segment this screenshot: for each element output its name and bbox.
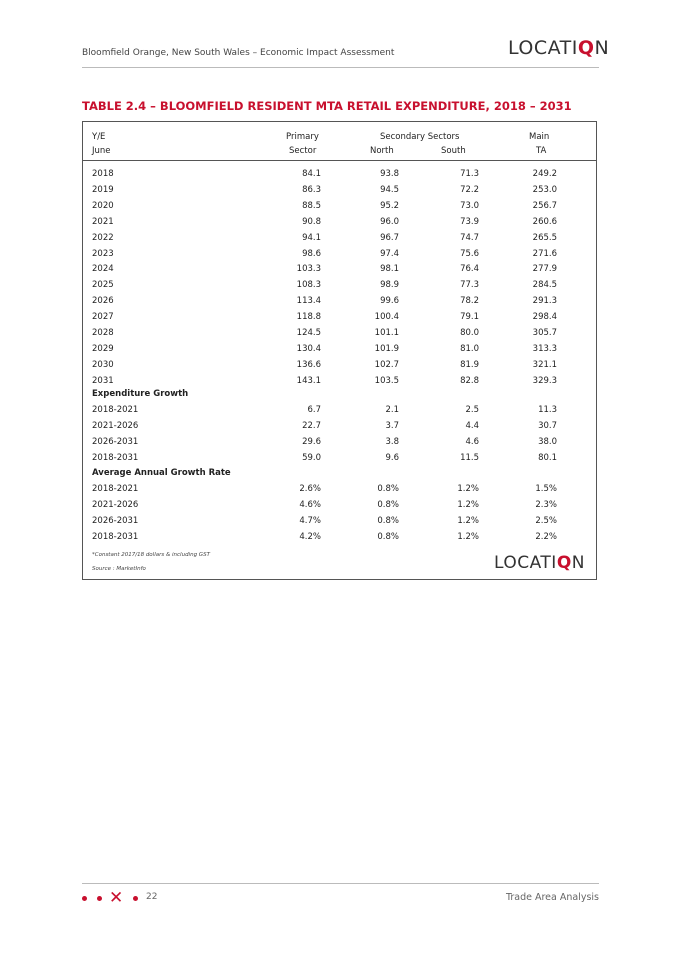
row-label: 2021: [92, 216, 114, 227]
row-label: 2022: [92, 232, 114, 243]
north-value: 102.7: [374, 359, 399, 370]
row-label: 2018: [92, 169, 114, 179]
south-value: 82.8: [460, 375, 479, 386]
table-row: [83, 312, 596, 328]
north-value: 3.8: [385, 436, 399, 447]
table-row: [83, 185, 596, 201]
south-value: 75.6: [460, 248, 479, 259]
south-value: 1.2%: [457, 531, 479, 542]
row-label: 2030: [92, 359, 114, 370]
footer-divider: [82, 883, 599, 884]
primary-sector-value: 130.4: [296, 343, 321, 354]
main-ta-value: 80.1: [538, 452, 557, 463]
south-value: 11.5: [460, 452, 479, 463]
header-south: South: [441, 146, 466, 156]
south-value: 77.3: [460, 280, 479, 291]
table-row: [83, 437, 596, 453]
primary-sector-value: 124.5: [296, 328, 321, 338]
table-row: [83, 296, 596, 312]
south-value: 73.0: [460, 200, 479, 211]
south-value: 72.2: [460, 184, 479, 195]
north-value: 99.6: [380, 296, 399, 307]
location-iq-logo: LOCATIQN: [508, 37, 610, 59]
south-value: 1.2%: [457, 515, 479, 526]
row-label: 2027: [92, 312, 114, 323]
primary-sector-value: 4.2%: [299, 531, 321, 542]
footer-dot-icon: [82, 896, 87, 901]
primary-sector-value: 4.7%: [299, 515, 321, 526]
row-label: 2026: [92, 296, 114, 307]
north-value: 97.4: [380, 248, 399, 259]
primary-sector-value: 2.6%: [299, 484, 321, 494]
main-ta-value: 2.2%: [535, 531, 557, 542]
table-row: [83, 532, 596, 548]
table-row: [83, 217, 596, 233]
primary-sector-value: 94.1: [302, 232, 321, 243]
table-row: [83, 280, 596, 296]
main-ta-value: 38.0: [538, 436, 557, 447]
table-row: [83, 201, 596, 217]
row-label: 2018-2021: [92, 484, 139, 494]
row-label: 2025: [92, 280, 114, 291]
row-label: 2024: [92, 264, 114, 275]
main-ta-value: 253.0: [532, 184, 557, 195]
main-ta-value: 298.4: [532, 312, 557, 323]
south-value: 79.1: [460, 312, 479, 323]
footer-section-title: Trade Area Analysis: [505, 892, 599, 903]
main-ta-value: 11.3: [538, 405, 557, 415]
primary-sector-value: 84.1: [302, 169, 321, 179]
north-value: 100.4: [374, 312, 399, 323]
north-value: 98.1: [380, 264, 399, 275]
main-ta-value: 305.7: [532, 328, 557, 338]
north-value: 9.6: [385, 452, 399, 463]
row-label: 2021-2026: [92, 420, 139, 431]
main-ta-value: 321.1: [532, 359, 557, 370]
south-value: 2.5: [465, 405, 479, 415]
header-secondary-sectors: Secondary Sectors: [380, 132, 460, 142]
primary-sector-value: 59.0: [302, 452, 321, 463]
table-row: [83, 249, 596, 265]
table-row: [83, 233, 596, 249]
main-ta-value: 291.3: [532, 296, 557, 307]
row-label: 2026-2031: [92, 436, 139, 447]
row-label: 2020: [92, 200, 114, 211]
south-value: 1.2%: [457, 499, 479, 510]
row-label: 2026-2031: [92, 515, 139, 526]
table-row: [83, 421, 596, 437]
main-ta-value: 284.5: [532, 280, 557, 291]
table-row: [83, 328, 596, 344]
expenditure-growth-label: Expenditure Growth: [92, 389, 189, 399]
primary-sector-value: 4.6%: [299, 499, 321, 510]
south-value: 4.4: [465, 420, 479, 431]
north-value: 101.9: [374, 343, 399, 354]
primary-sector-value: 22.7: [302, 420, 321, 431]
location-iq-logo-table: LOCATIQN: [494, 553, 585, 573]
main-ta-value: 277.9: [532, 264, 557, 275]
header-north: North: [370, 146, 394, 156]
north-value: 0.8%: [377, 515, 399, 526]
row-label: 2023: [92, 248, 114, 259]
main-ta-value: 260.6: [532, 216, 557, 227]
south-value: 73.9: [460, 216, 479, 227]
north-value: 101.1: [374, 328, 399, 338]
header-divider: [82, 67, 599, 68]
table-row: [83, 453, 596, 469]
footer-x-icon: ✕: [109, 888, 124, 908]
table-title: TABLE 2.4 – BLOOMFIELD RESIDENT MTA RETAIL EXPENDITURE, 2018 – 2031: [82, 99, 572, 113]
south-value: 76.4: [460, 264, 479, 275]
south-value: 4.6: [465, 436, 479, 447]
primary-sector-value: 143.1: [296, 375, 321, 386]
table-row: [83, 405, 596, 421]
expenditure-table: [82, 121, 597, 580]
north-value: 0.8%: [377, 484, 399, 494]
south-value: 78.2: [460, 296, 479, 307]
primary-sector-value: 118.8: [296, 312, 321, 323]
main-ta-value: 2.5%: [535, 515, 557, 526]
primary-sector-value: 103.3: [296, 264, 321, 275]
footer-dot-icon: [97, 896, 102, 901]
south-value: 81.0: [460, 343, 479, 354]
main-ta-value: 313.3: [532, 343, 557, 354]
main-ta-value: 271.6: [532, 248, 557, 259]
row-label: 2021-2026: [92, 499, 139, 510]
header-june: June: [92, 146, 111, 156]
average-growth-rate-label: Average Annual Growth Rate: [92, 468, 231, 478]
primary-sector-value: 113.4: [296, 296, 321, 307]
table-row: [83, 264, 596, 280]
header-ta: TA: [536, 146, 547, 156]
south-value: 74.7: [460, 232, 479, 243]
north-value: 94.5: [380, 184, 399, 195]
row-label: 2018-2031: [92, 452, 139, 463]
footnote-source: Source : MarketInfo: [92, 566, 146, 572]
south-value: 80.0: [460, 328, 479, 338]
table-row: [83, 500, 596, 516]
footnote-constant-dollars: *Constant 2017/18 dollars & including GST: [92, 552, 210, 558]
row-label: 2029: [92, 343, 114, 354]
header-primary: Primary: [286, 132, 319, 142]
main-ta-value: 30.7: [538, 420, 557, 431]
north-value: 2.1: [385, 405, 399, 415]
north-value: 95.2: [380, 200, 399, 211]
header-main: Main: [529, 132, 550, 142]
primary-sector-value: 108.3: [296, 280, 321, 291]
footer-dot-icon: [133, 896, 138, 901]
primary-sector-value: 29.6: [302, 436, 321, 447]
page-number: 22: [146, 892, 158, 902]
primary-sector-value: 88.5: [302, 200, 321, 211]
row-label: 2018-2021: [92, 405, 139, 415]
table-row: [83, 484, 596, 500]
north-value: 96.7: [380, 232, 399, 243]
header-sector: Sector: [289, 146, 317, 156]
north-value: 93.8: [380, 169, 399, 179]
south-value: 1.2%: [457, 484, 479, 494]
table-row: [83, 360, 596, 376]
row-label: 2031: [92, 375, 114, 386]
primary-sector-value: 6.7: [307, 405, 321, 415]
table-row: [83, 516, 596, 532]
main-ta-value: 249.2: [532, 169, 557, 179]
north-value: 98.9: [380, 280, 399, 291]
south-value: 81.9: [460, 359, 479, 370]
main-ta-value: 265.5: [532, 232, 557, 243]
primary-sector-value: 90.8: [302, 216, 321, 227]
table-row: [83, 344, 596, 360]
row-label: 2018-2031: [92, 531, 139, 542]
primary-sector-value: 86.3: [302, 184, 321, 195]
north-value: 96.0: [380, 216, 399, 227]
main-ta-value: 1.5%: [535, 484, 557, 494]
header-divider-line: [83, 160, 596, 161]
header-document-title: Bloomfield Orange, New South Wales – Economic Impact Assessment: [82, 48, 395, 58]
main-ta-value: 329.3: [532, 375, 557, 386]
north-value: 0.8%: [377, 499, 399, 510]
primary-sector-value: 98.6: [302, 248, 321, 259]
table-row: [83, 169, 596, 185]
row-label: 2019: [92, 184, 114, 195]
main-ta-value: 256.7: [532, 200, 557, 211]
header-ye: Y/E: [92, 132, 106, 142]
primary-sector-value: 136.6: [296, 359, 321, 370]
north-value: 0.8%: [377, 531, 399, 542]
north-value: 3.7: [385, 420, 399, 431]
south-value: 71.3: [460, 169, 479, 179]
row-label: 2028: [92, 328, 114, 338]
main-ta-value: 2.3%: [535, 499, 557, 510]
north-value: 103.5: [374, 375, 399, 386]
